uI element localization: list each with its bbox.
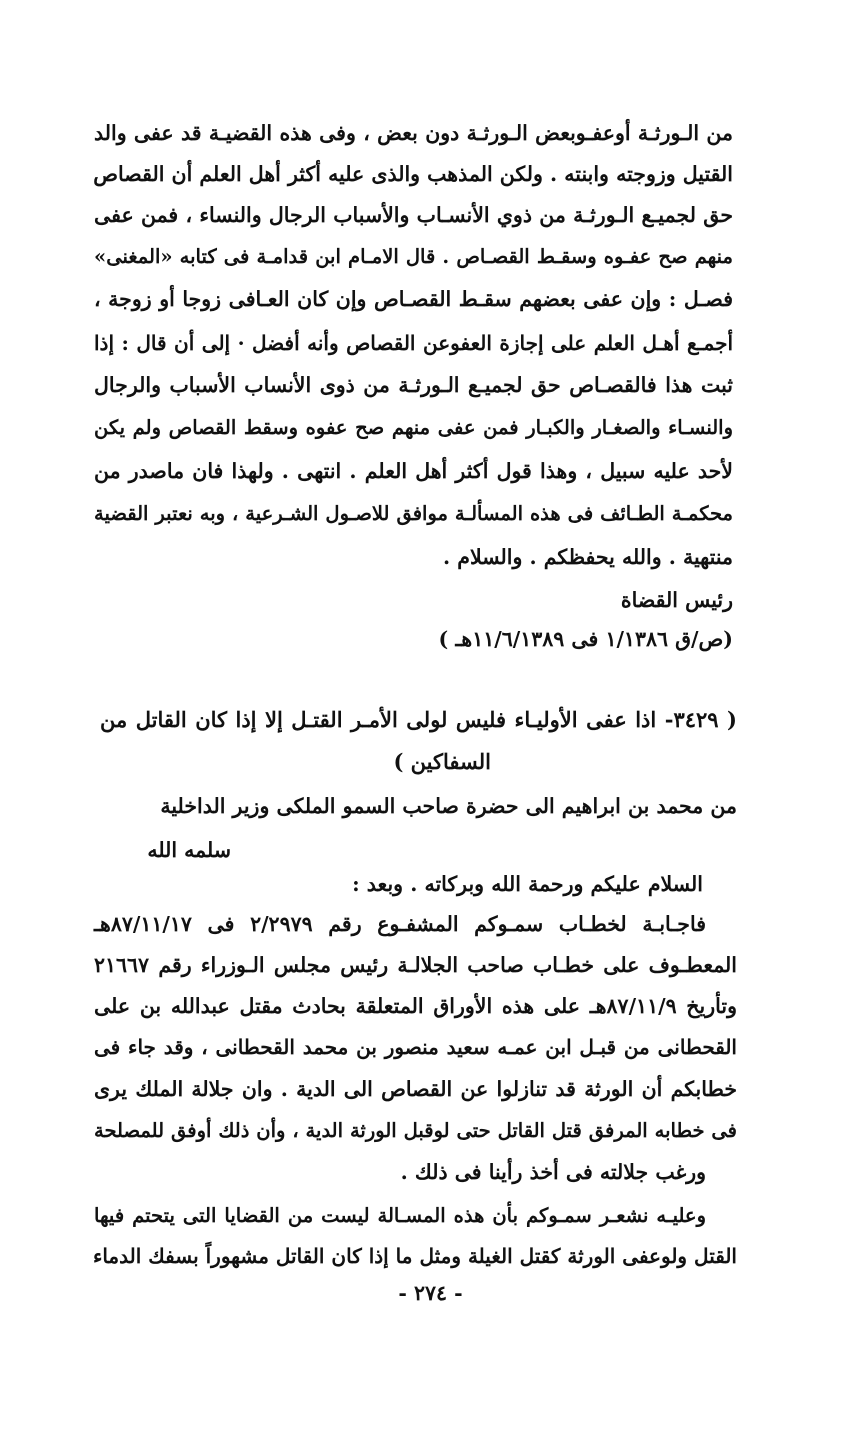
letter-from-line: من محمد بن ابراهيم الى حضرة صاحب السمو الملكى وزير الداخلية (160, 794, 737, 818)
section-heading-line2: السفاكين ) (393, 749, 491, 774)
body-line: والنسـاء والصغـار والكبـار فمن عفى منهم صح عفوه وسقط القصاص ولم يكن (94, 416, 733, 439)
signature-title: رئيس القضاة (620, 588, 733, 612)
letter-line: ورغب جلالته فى أخذ رأينا فى ذلك . (400, 1160, 706, 1184)
letter-line: القحطانى من قبـل ابن عمـه سعيد منصور بن محمد القحطانى ، وقد جاء فى (94, 1035, 737, 1059)
body-line: القتيل وزوجته وابنته . ولكن المذهب والذى عليه أكثر أهل العلم أن القصاص (93, 162, 733, 186)
body-line: من الـورثـة أوعفـوبعض الـورثـة دون بعض ، وفى هذه القضيـة قد عفى والد (94, 121, 733, 145)
page-number: - ٢٧٤ - (398, 1281, 463, 1305)
letter-line: القتل ولوعفى الورثة كقتل الغيلة ومثل ما إذا كان القاتل مشهوراً بسفك الدماء (92, 1244, 737, 1268)
body-line: لأحد عليه سبيل ، وهذا قول أكثر أهل العلم . انتهى . ولهذا فان ماصدر من (94, 459, 733, 483)
letter-line: خطابكم أن الورثة قد تنازلوا عن القصاص الى الدية . وان جلالة الملك يرى (94, 1077, 737, 1101)
body-line: محكمـة الطـائف فى هذه المسألـة موافق للاصـول الشـرعية ، وبه نعتبر القضية (94, 502, 733, 525)
letter-line: المعطـوف على خطـاب صاحب الجلالـة رئيس مجلس الـوزراء رقم ٢١٦٦٧ (94, 953, 737, 977)
body-line: ثبت هذا فالقصـاص حق لجميـع الـورثـة من ذوى الأنساب الأسباب والرجال (94, 373, 733, 397)
letter-line: فاجـابـة لخطـاب سمـوكم المشفـوع رقم ٢/٢٩٧٩ فى ٨٧/١١/١٧هـ (94, 912, 706, 936)
letter-blessing: سلمه الله (147, 838, 231, 862)
section-heading-line1: ( ٣٤٢٩- اذا عفى الأوليـاء فليس لولى الأمـر القتـل إلا إذا كان القاتل من (100, 707, 737, 732)
body-line: منتهية . والله يحفظكم . والسلام . (443, 545, 733, 569)
letter-greeting: السلام عليكم ورحمة الله وبركاته . وبعد : (352, 872, 703, 896)
body-line: فصـل : وإن عفى بعضهم سقـط القصـاص وإن كان العـافى زوجا أو زوجة ، (94, 287, 733, 311)
letter-line: فى خطابه المرفق قتل القاتل حتى لوقبل الورثة الدية ، وأن ذلك أوفق للمصلحة (94, 1119, 737, 1142)
signature-reference: (ص/ق ١/١٣٨٦ فى ١١/٦/١٣٨٩هـ ) (438, 627, 733, 651)
letter-line: وعليـه نشعـر سمـوكم بأن هذه المسـالة ليست من القضايا التى يتحتم فيها (94, 1204, 706, 1227)
body-line: أجمـع أهـل العلم على إجازة العفوعن القصاص وأنه أفضل · إلى أن قال : إذا (94, 331, 733, 355)
letter-line: وتأريخ ٨٧/١١/٩هـ على هذه الأوراق المتعلقة بحادث مقتل عبدالله بن على (94, 994, 737, 1018)
body-line: منهم صح عفـوه وسقـط القصـاص . قال الامـام ابن قدامـة فى كتابه «المغنى» (94, 245, 733, 268)
body-line: حق لجميـع الـورثـة من ذوي الأنسـاب والأسباب الرجال والنساء ، فمن عفى (94, 203, 733, 227)
